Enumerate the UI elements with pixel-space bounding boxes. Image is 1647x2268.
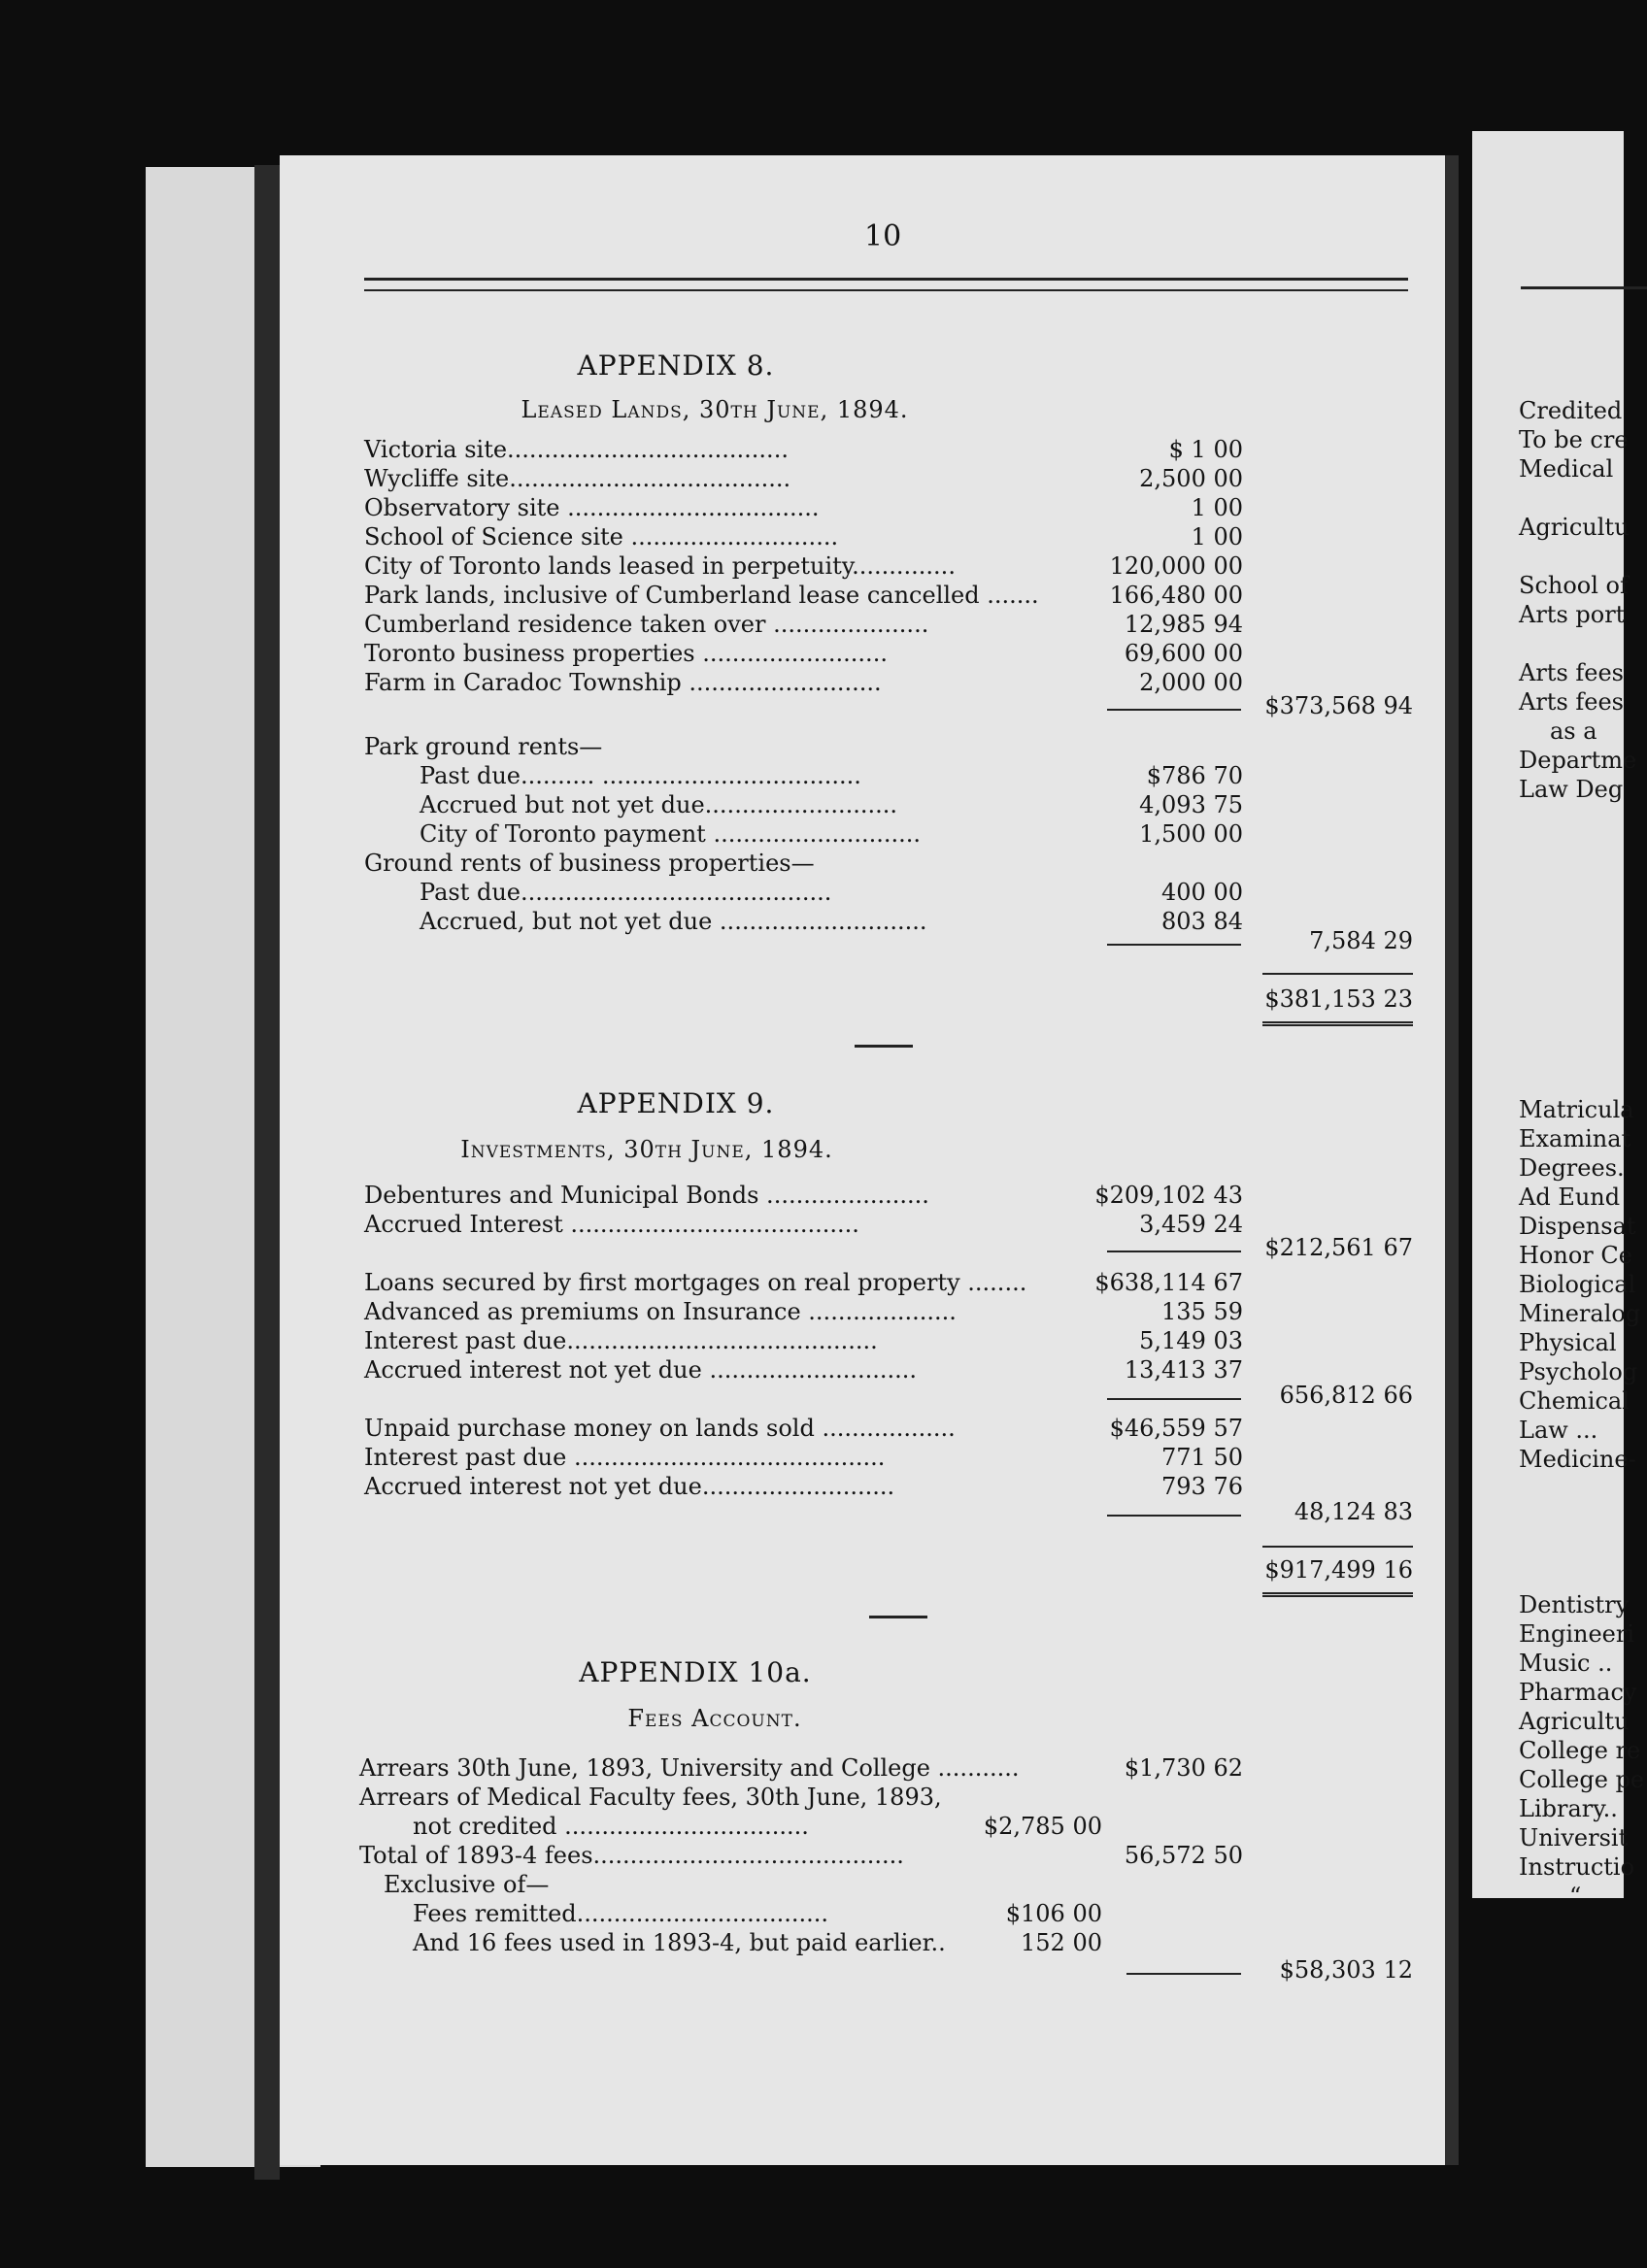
a8-item-amount: $ 1 00 — [1168, 436, 1243, 463]
right-page-line: Physical — [1519, 1329, 1617, 1356]
header-rule-2 — [364, 289, 1408, 291]
right-page-line: Ad Eund — [1519, 1184, 1621, 1211]
a9-g2-item-amount: 13,413 37 — [1124, 1356, 1243, 1384]
a10-line-1: Arrears 30th June, 1893, University and College ........... — [359, 1754, 1020, 1782]
a8-business-heading: Ground rents of business properties— — [364, 850, 815, 877]
a9-total: $917,499 16 — [1264, 1556, 1413, 1584]
a8-item-amount: 1 00 — [1191, 494, 1243, 521]
right-page-line: Instructio — [1519, 1853, 1635, 1881]
a8-item-amount: 166,480 00 — [1109, 582, 1243, 609]
right-page-line: Arts fees — [1519, 659, 1624, 686]
a10-line-4-amount: 56,572 50 — [1124, 1842, 1243, 1869]
a8-total-double-rule — [1262, 1021, 1413, 1030]
right-page-line: Medical — [1519, 455, 1614, 483]
a8-subtotal-1: $373,568 94 — [1264, 692, 1413, 719]
right-page-line: Law Deg — [1519, 776, 1624, 803]
right-page-line: College pe — [1519, 1766, 1645, 1793]
appendix9-title: APPENDIX 9. — [577, 1087, 775, 1119]
a9-sep-3 — [1107, 1515, 1241, 1517]
right-page-line: Pharmacy — [1519, 1679, 1637, 1706]
right-page-line: Dispensat — [1519, 1213, 1636, 1240]
a8-item-label: Observatory site .................................. — [364, 494, 820, 521]
section-divider-2 — [869, 1616, 927, 1618]
right-page-line: Matricula — [1519, 1096, 1634, 1123]
a8-item-amount: 1 00 — [1191, 523, 1243, 550]
right-page-line: Arts fees — [1519, 688, 1624, 716]
right-page-line: Medicine- — [1519, 1446, 1636, 1473]
a8-item-amount: 12,985 94 — [1124, 611, 1243, 638]
a9-g3-item-amount: 771 50 — [1161, 1444, 1243, 1471]
appendix8-title: APPENDIX 8. — [577, 350, 775, 382]
a10-total: $58,303 12 — [1279, 1956, 1413, 1984]
a8-sep-2 — [1107, 944, 1241, 946]
a9-g2-item-amount: $638,114 67 — [1094, 1269, 1243, 1296]
right-page-line: Degrees. — [1519, 1154, 1625, 1182]
a10-line-4: Total of 1893-4 fees.......................................... — [359, 1842, 904, 1869]
right-page-line: Psycholog — [1519, 1358, 1638, 1385]
a9-g3-item-amount: $46,559 57 — [1109, 1415, 1243, 1442]
right-page-line: Agricultu — [1519, 514, 1630, 541]
a9-g1-item-amount: 3,459 24 — [1139, 1211, 1243, 1238]
a9-subtotal-2: 656,812 66 — [1279, 1382, 1413, 1409]
appendix10a-title: APPENDIX 10a. — [579, 1656, 812, 1688]
a8-item-label: City of Toronto lands leased in perpetuity.............. — [364, 552, 956, 580]
right-page-line: Music .. — [1519, 1650, 1613, 1677]
a8-park-item-amount: 1,500 00 — [1139, 820, 1243, 848]
a8-total: $381,153 23 — [1264, 985, 1413, 1013]
a9-g1-item-label: Debentures and Municipal Bonds ...................... — [364, 1182, 929, 1209]
a9-g2-item-amount: 5,149 03 — [1139, 1327, 1243, 1354]
right-page-line: To be cre — [1519, 426, 1629, 453]
right-page-line: as a — [1550, 717, 1597, 745]
a8-item-label: Wycliffe site...................................... — [364, 465, 791, 492]
a8-park-item-amount: 4,093 75 — [1139, 791, 1243, 818]
a9-g2-item-amount: 135 59 — [1161, 1298, 1243, 1325]
a8-park-item-label: Accrued but not yet due.......................... — [420, 791, 898, 818]
a8-item-label: Farm in Caradoc Township .......................... — [364, 669, 882, 696]
a10-line-3: not credited ................................. — [413, 1813, 809, 1840]
right-page-rule — [1521, 286, 1647, 289]
a8-park-item-label: Past due.......... ................................... — [420, 762, 861, 789]
right-page-line: Agricultu — [1519, 1708, 1630, 1735]
right-page-line: “ — [1569, 1883, 1582, 1910]
right-page-line: Departme — [1519, 747, 1637, 774]
right-page-line: Arts port — [1519, 601, 1626, 628]
book-spine — [254, 165, 280, 2180]
a9-subtotal-3: 48,124 83 — [1294, 1498, 1413, 1525]
a8-business-item-label: Accrued, but not yet due ............................ — [420, 908, 927, 935]
a8-item-amount: 120,000 00 — [1109, 552, 1243, 580]
right-page-line: Examinat — [1519, 1125, 1631, 1152]
a8-sep-3 — [1262, 973, 1413, 975]
a10-line-6: Fees remitted.................................. — [413, 1900, 829, 1927]
a9-g2-item-label: Advanced as premiums on Insurance .................... — [364, 1298, 957, 1325]
a8-item-label: Cumberland residence taken over ..................... — [364, 611, 929, 638]
a9-g2-item-label: Loans secured by first mortgages on real property ........ — [364, 1269, 1027, 1296]
right-page-line: Honor Ce — [1519, 1242, 1632, 1269]
appendix10a-subtitle: Fees Account. — [627, 1705, 802, 1732]
a10-line-1-amount: $1,730 62 — [1124, 1754, 1243, 1782]
right-page-line: Dentistry — [1519, 1591, 1630, 1618]
right-page-line: School of — [1519, 572, 1629, 599]
a9-subtotal-1: $212,561 67 — [1264, 1234, 1413, 1261]
a10-line-6-inner: $106 00 — [1005, 1900, 1102, 1927]
a8-business-item-label: Past due.......................................... — [420, 879, 832, 906]
a9-total-double-rule — [1262, 1592, 1413, 1601]
section-divider-1 — [855, 1045, 913, 1048]
a9-sep-4 — [1262, 1546, 1413, 1548]
a10-line-7-inner: 152 00 — [1021, 1929, 1102, 1956]
a8-park-heading: Park ground rents— — [364, 733, 603, 760]
a8-subtotal-2: 7,584 29 — [1309, 927, 1413, 954]
a10-line-2: Arrears of Medical Faculty fees, 30th June, 1893, — [359, 1784, 942, 1811]
a8-item-amount: 69,600 00 — [1124, 640, 1243, 667]
a9-g3-item-label: Unpaid purchase money on lands sold .................. — [364, 1415, 956, 1442]
a8-item-amount: 2,500 00 — [1139, 465, 1243, 492]
a9-sep-1 — [1107, 1251, 1241, 1252]
right-page-line: Credited — [1519, 397, 1623, 424]
appendix8-subtitle: Leased Lands, 30th June, 1894. — [521, 396, 909, 423]
a9-g1-item-amount: $209,102 43 — [1094, 1182, 1243, 1209]
a9-g2-item-label: Interest past due.......................................... — [364, 1327, 878, 1354]
right-page-line: Biological — [1519, 1271, 1636, 1298]
a8-business-item-amount: 803 84 — [1161, 908, 1243, 935]
a9-g2-item-label: Accrued interest not yet due ............................ — [364, 1356, 918, 1384]
right-page-line: Universit — [1519, 1824, 1629, 1851]
right-page-line: Law ... — [1519, 1417, 1598, 1444]
a9-g3-item-amount: 793 76 — [1161, 1473, 1243, 1500]
a10-line-7: And 16 fees used in 1893-4, but paid earlier.. — [413, 1929, 946, 1956]
a9-g3-item-label: Accrued interest not yet due.......................... — [364, 1473, 895, 1500]
a8-item-label: Park lands, inclusive of Cumberland lease cancelled ....... — [364, 582, 1039, 609]
right-page-line: Engineeri — [1519, 1620, 1635, 1648]
header-rule — [364, 278, 1408, 281]
right-page-line: Mineralog — [1519, 1300, 1641, 1327]
a10-line-5: Exclusive of— — [384, 1871, 550, 1898]
a10-sep — [1126, 1973, 1241, 1975]
a9-g3-item-label: Interest past due .......................................... — [364, 1444, 886, 1471]
a8-item-label: School of Science site ............................ — [364, 523, 839, 550]
a8-business-item-amount: 400 00 — [1161, 879, 1243, 906]
a9-g1-item-label: Accrued Interest ....................................... — [364, 1211, 859, 1238]
right-page-line: Library.. — [1519, 1795, 1618, 1822]
a8-park-item-label: City of Toronto payment ............................ — [420, 820, 922, 848]
a10-line-3-inner: $2,785 00 — [983, 1813, 1102, 1840]
page-number: 10 — [864, 219, 902, 253]
a8-item-label: Toronto business properties ......................... — [364, 640, 888, 667]
a8-park-item-amount: $786 70 — [1146, 762, 1243, 789]
a8-item-label: Victoria site...................................... — [364, 436, 789, 463]
a8-item-amount: 2,000 00 — [1139, 669, 1243, 696]
right-page-line: College re — [1519, 1737, 1641, 1764]
appendix9-subtitle: Investments, 30th June, 1894. — [460, 1136, 833, 1163]
right-page-line: Chemical — [1519, 1387, 1630, 1415]
a8-sep-1 — [1107, 709, 1241, 711]
a9-sep-2 — [1107, 1398, 1241, 1400]
